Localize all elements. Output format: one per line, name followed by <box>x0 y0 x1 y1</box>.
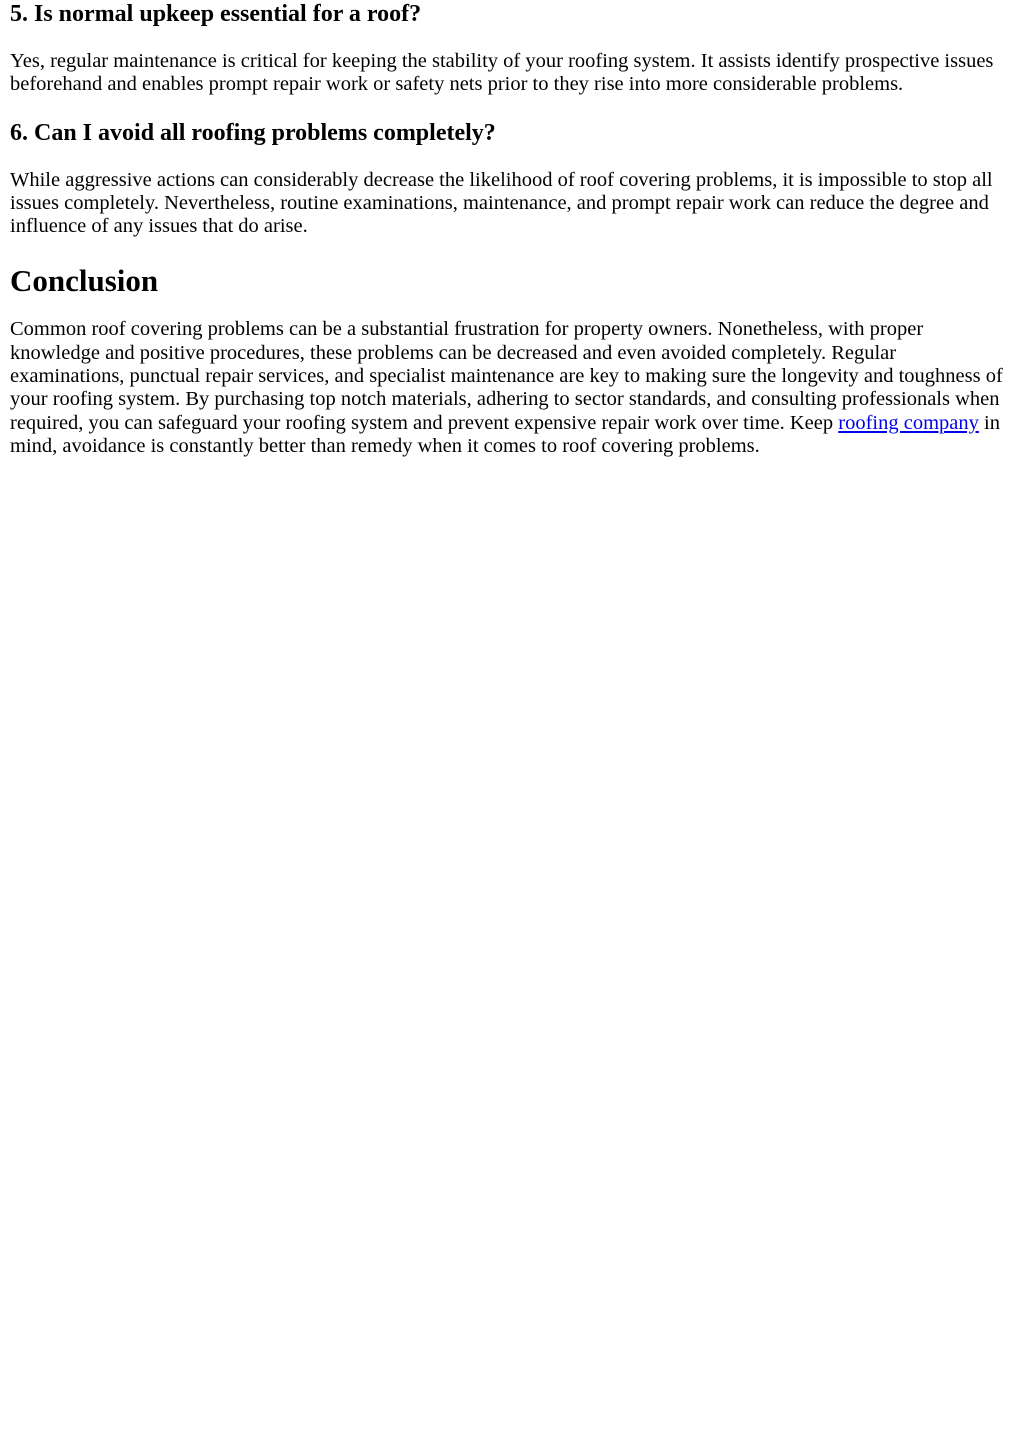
conclusion-paragraph <box>10 318 1014 458</box>
roofing-company-link[interactable]: roofing company <box>838 411 979 434</box>
conclusion-text-after-link: in mind, avoidance is constantly better than remedy when it comes to roof covering problems. <box>10 411 1000 457</box>
faq-answer-5-paragraph: Yes, regular maintenance is critical for keeping the stability of your roofing system. It assists identify prospective issues beforehand and enables prompt repair work or safety nets prior to they rise into more considerable problems. <box>10 50 994 96</box>
faq-question-6-heading: 6. Can I avoid all roofing problems completely? <box>10 119 496 146</box>
faq-answer-6-paragraph: While aggressive actions can considerably decrease the likelihood of roof covering problems, it is impossible to stop all issues completely. Nevertheless, routine examinations, maintenance, and prompt repair work can reduce the degree and influence of any issues that do arise. <box>10 168 993 238</box>
faq-question-5-heading: 5. Is normal upkeep essential for a roof? <box>10 1 422 27</box>
article-content <box>10 0 1014 458</box>
conclusion-text-before-link: Common roof covering problems can be a substantial frustration for property owners. Nonetheless, with proper knowledge and positive procedures, these problems can be decreased and even avoided completely. Regular examinations, punctual repair services, and specialist maintenance are key to making sure the longevity and toughness of your roofing system. By purchasing top notch materials, adhering to sector standards, and consulting professionals when required, you can safeguard your roofing system and prevent expensive repair work over time. Keep <box>10 318 1003 434</box>
conclusion-heading: Conclusion <box>10 263 159 299</box>
